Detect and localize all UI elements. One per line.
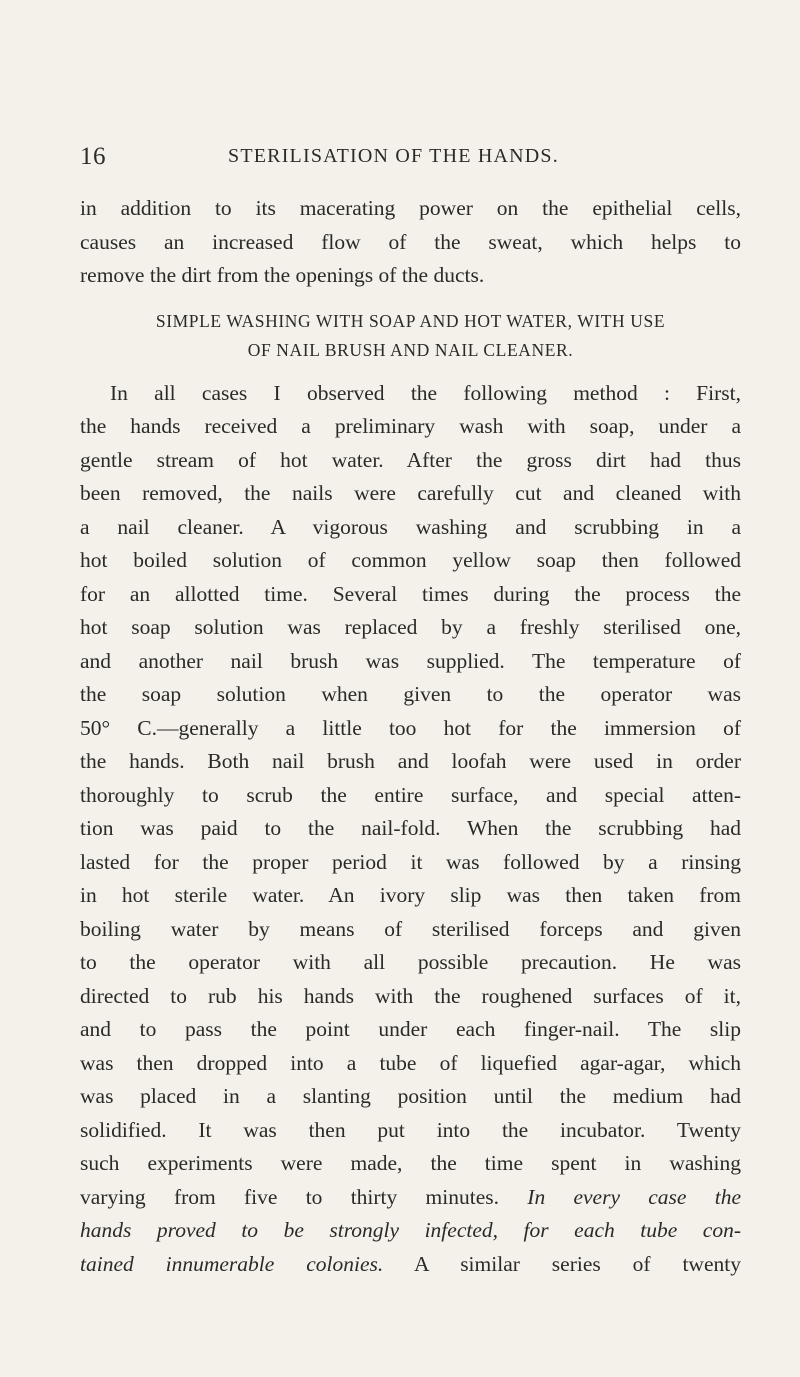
paragraph-2-line: tion was paid to the nail-fold. When the scrubbing had	[80, 816, 741, 840]
running-head: STERILISATION OF THE HANDS.	[228, 145, 559, 167]
paragraph-2-line: In all cases I observed the following method : First,	[110, 380, 741, 405]
page-number: 16	[80, 143, 106, 170]
paragraph-2-line: directed to rub his hands with the roughened surfaces of it,	[80, 983, 741, 1008]
paragraph-2-line: hot boiled solution of common yellow soap then followed	[80, 548, 741, 572]
paragraph-2-line: gentle stream of hot water. After the gross dirt had thus	[80, 447, 741, 472]
paragraph-2-mixed-line	[80, 1181, 741, 1215]
paragraph-2-line: thoroughly to scrub the entire surface, and special atten-	[80, 782, 741, 807]
paragraph-1-line: in addition to its macerating power on the epithelial cells,	[80, 196, 741, 220]
paragraph-1-line: causes an increased flow of the sweat, which helps to	[80, 229, 741, 254]
paragraph-2-line: 50° C.—generally a little too hot for the immersion of	[80, 715, 741, 740]
paragraph-2-line: solidified. It was then put into the incubator. Twenty	[80, 1117, 741, 1142]
paragraph-2-line: been removed, the nails were carefully cut and cleaned with	[80, 481, 741, 505]
paragraph-2-line: and to pass the point under each finger-nail. The slip	[80, 1017, 741, 1041]
body-text	[80, 192, 741, 1281]
paragraph-2-line: the soap solution when given to the operator was	[80, 682, 741, 706]
italic-emphasis-line: hands proved to be strongly infected, for each tube con-	[80, 1218, 741, 1242]
paragraph-2-line: boiling water by means of sterilised forceps and given	[80, 916, 741, 941]
paragraph-2-line: lasted for the proper period it was followed by a rinsing	[80, 849, 741, 874]
paragraph-2-line: the hands received a preliminary wash with soap, under a	[80, 414, 741, 438]
page-header	[80, 143, 740, 173]
paragraph-2-line: the hands. Both nail brush and loofah were used in order	[80, 749, 741, 773]
paragraph-2-line: in hot sterile water. An ivory slip was then taken from	[80, 883, 741, 907]
paragraph-2-line: hot soap solution was replaced by a freshly sterilised one,	[80, 615, 741, 639]
roman-text: A similar series of twenty	[413, 1251, 741, 1276]
paragraph-1-line: remove the dirt from the openings of the ducts.	[80, 263, 485, 287]
italic-emphasis: In every case the	[527, 1184, 742, 1209]
paragraph-2-line: a nail cleaner. A vigorous washing and scrubbing in a	[80, 514, 741, 539]
paragraph-2-line: for an allotted time. Several times during the process the	[80, 581, 741, 606]
italic-emphasis: tained innumerable colonies.	[80, 1251, 384, 1276]
paragraph-2-line: such experiments were made, the time spent in washing	[80, 1151, 741, 1175]
roman-text: varying from five to thirty minutes.	[80, 1184, 499, 1209]
paragraph-2-line: to the operator with all possible precaution. He was	[80, 950, 741, 974]
paragraph-2-line: and another nail brush was supplied. The temperature of	[80, 648, 741, 673]
section-heading-line-2: OF NAIL BRUSH AND NAIL CLEANER.	[247, 339, 574, 360]
section-heading-line-1: SIMPLE WASHING WITH SOAP AND HOT WATER, WITH USE	[155, 310, 666, 331]
paragraph-2-line: was then dropped into a tube of liquefied agar-agar, which	[80, 1050, 741, 1075]
paragraph-2-mixed-line	[80, 1248, 741, 1282]
paragraph-2-line: was placed in a slanting position until the medium had	[80, 1084, 741, 1108]
